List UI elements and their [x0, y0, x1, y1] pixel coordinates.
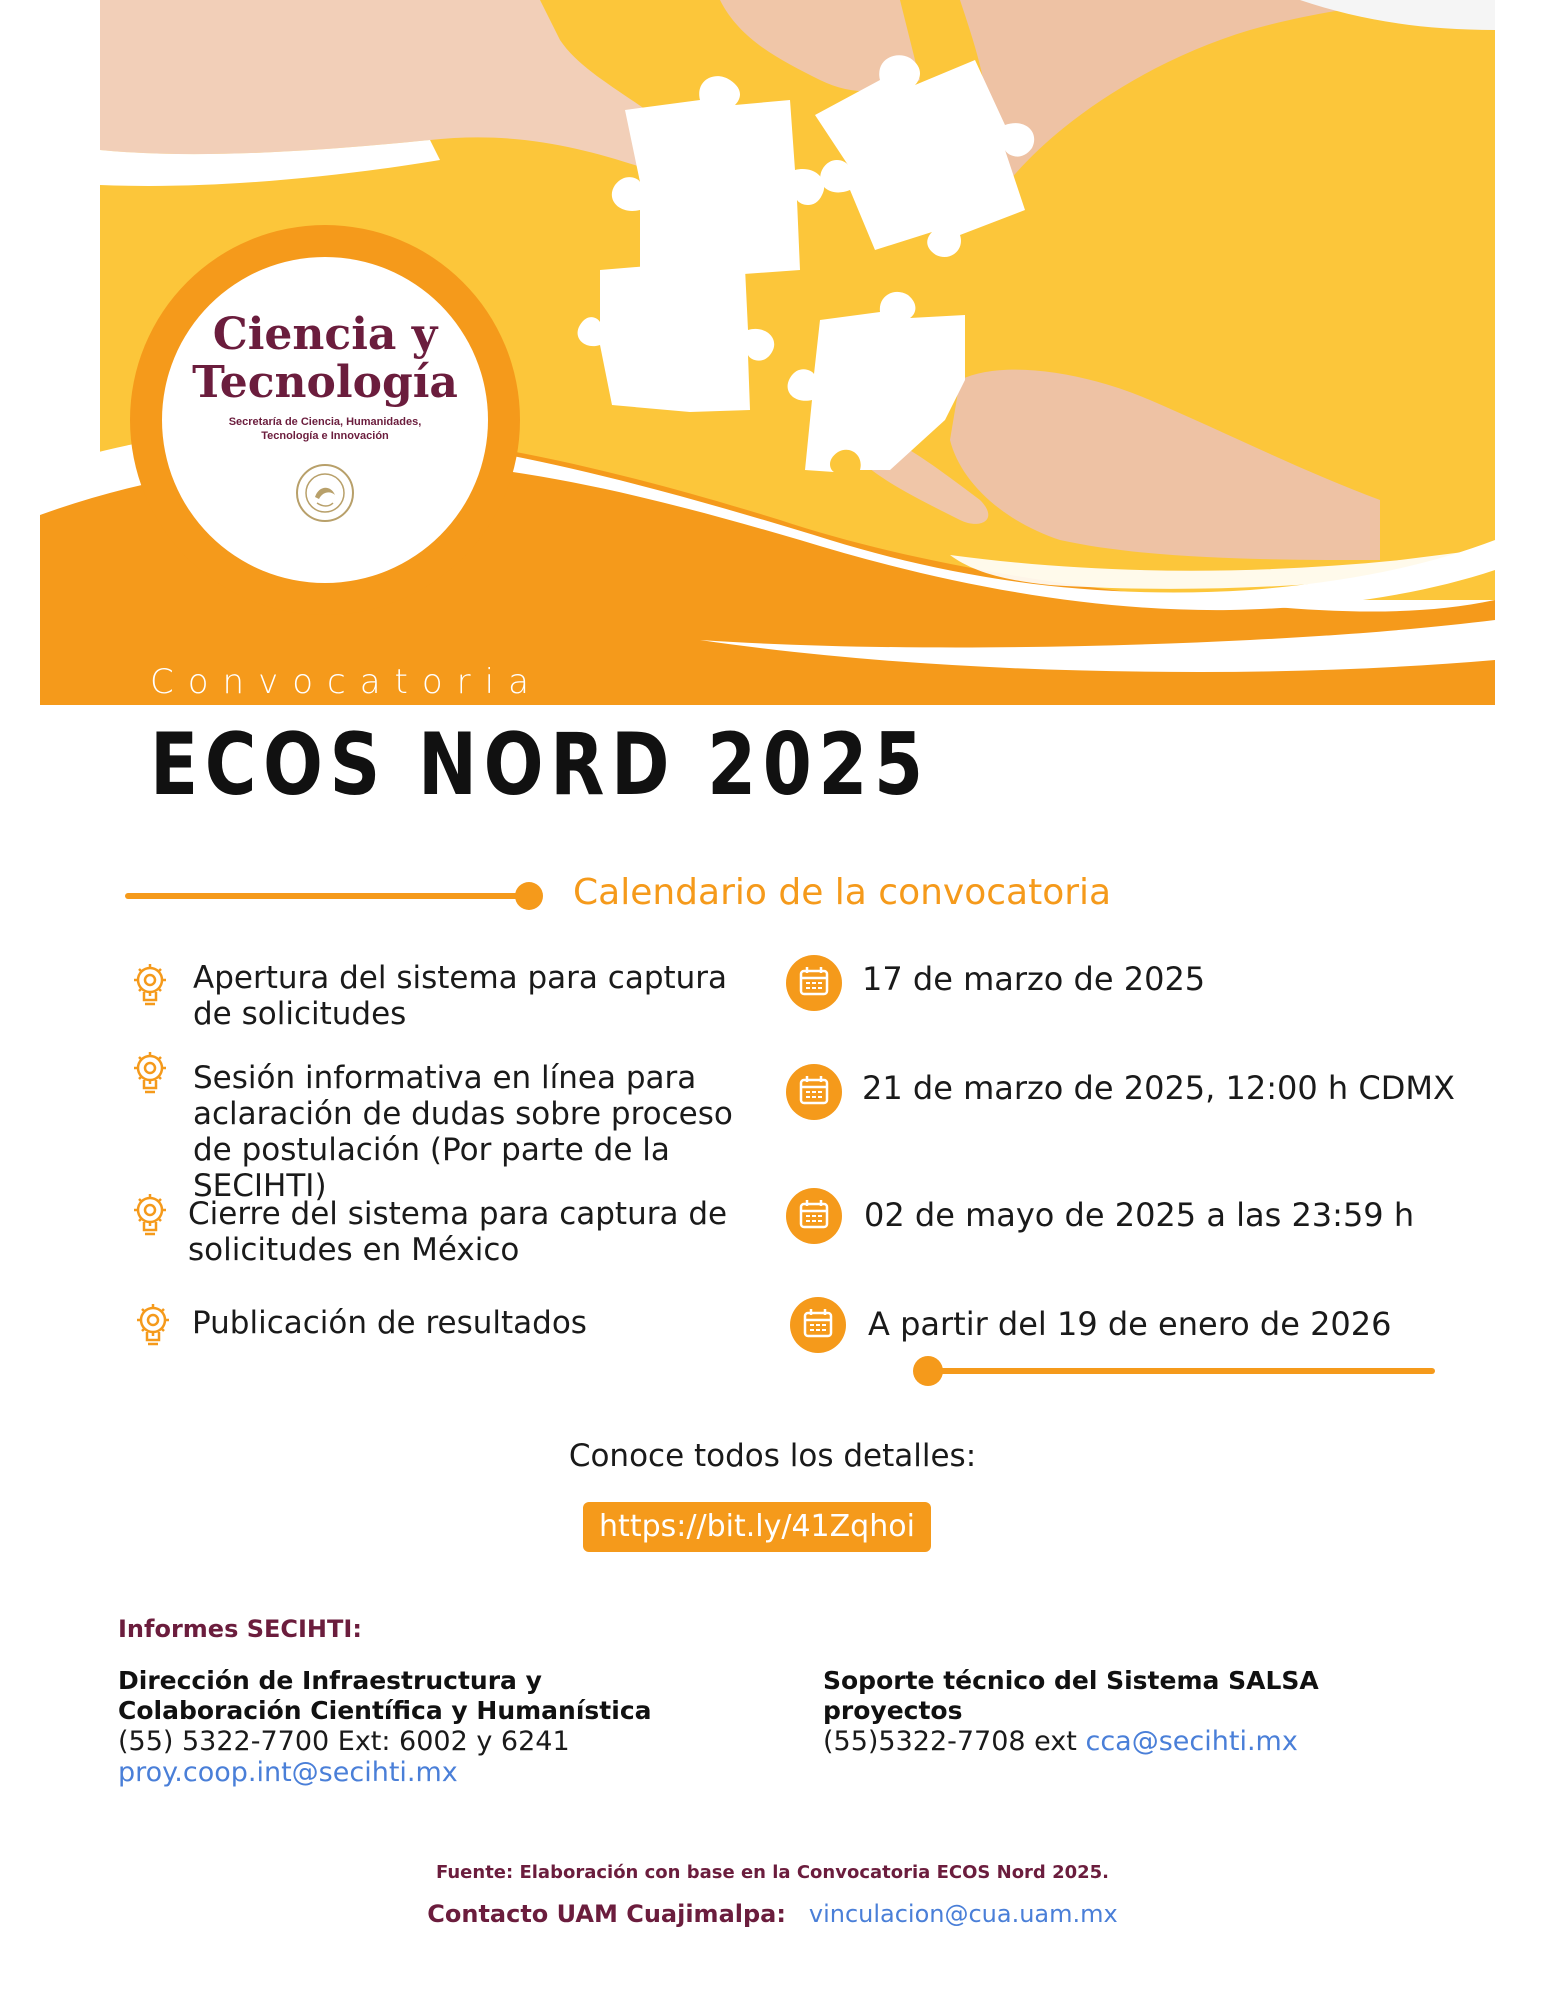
calendar-heading: Calendario de la convocatoria — [573, 872, 1112, 913]
contact-right-phone: (55)5322-7708 ext — [823, 1726, 1077, 1757]
calendar-badge-4 — [790, 1297, 846, 1353]
event-date-4: A partir del 19 de enero de 2026 — [868, 1305, 1392, 1343]
contact-left-title: Dirección de Infraestructura y Colaboración Científica y Humanística — [118, 1666, 652, 1725]
calendar-badge-1 — [786, 955, 842, 1011]
calendar-icon — [786, 1064, 842, 1120]
calendar-heading-line — [125, 893, 535, 899]
footer-contact-label: Contacto UAM Cuajimalpa: — [427, 1900, 786, 1928]
logo-title-line2: Tecnología — [192, 357, 458, 408]
lightbulb-gear-icon — [128, 1300, 174, 1346]
mexican-seal-icon — [293, 461, 357, 525]
event-label-4: Publicación de resultados — [192, 1305, 587, 1341]
calendar-icon — [790, 1297, 846, 1353]
calendar-badge-3 — [786, 1188, 842, 1244]
lightbulb-gear-icon — [125, 1048, 171, 1094]
footer-source: Fuente: Elaboración con base en la Convocatoria ECOS Nord 2025. — [435, 1862, 1110, 1883]
event-label-3: Cierre del sistema para captura de solicitudes en México — [188, 1196, 728, 1268]
contact-left-phone: (55) 5322-7700 Ext: 6002 y 6241 — [118, 1726, 570, 1757]
event-date-1: 17 de marzo de 2025 — [862, 960, 1206, 998]
lightbulb-gear-icon — [125, 960, 171, 1006]
details-label: Conoce todos los detalles: — [568, 1438, 977, 1474]
logo-badge — [162, 257, 488, 583]
calendar-end-line — [915, 1368, 1435, 1374]
calendar-icon — [786, 1188, 842, 1244]
lightbulb-gear-icon — [125, 1190, 171, 1236]
logo-subtitle-line1: Secretaría de Ciencia, Humanidades, — [228, 416, 422, 428]
contact-right — [823, 1666, 1443, 1757]
event-date-2: 21 de marzo de 2025, 12:00 h CDMX — [862, 1069, 1455, 1107]
logo-subtitle-line2: Tecnología e Innovación — [261, 430, 389, 442]
contact-left — [118, 1666, 718, 1788]
details-link[interactable]: https://bit.ly/41Zqhoi — [583, 1502, 931, 1552]
convocatoria-label: Convocatoria — [150, 662, 543, 702]
footer-contact-email[interactable]: vinculacion@cua.uam.mx — [808, 1900, 1118, 1928]
calendar-heading-dot — [515, 882, 543, 910]
calendar-badge-2 — [786, 1064, 842, 1120]
contact-right-email[interactable]: cca@secihti.mx — [1085, 1726, 1298, 1757]
calendar-icon — [786, 955, 842, 1011]
contacts-heading: Informes SECIHTI: — [118, 1615, 362, 1643]
page-title: ECOS NORD 2025 — [150, 715, 930, 815]
event-label-1: Apertura del sistema para captura de solicitudes — [193, 960, 728, 1032]
event-label-2: Sesión informativa en línea para aclaración de dudas sobre proceso de postulación (Por parte de la SECIHTI) — [193, 1060, 733, 1204]
contact-left-email[interactable]: proy.coop.int@secihti.mx — [118, 1757, 458, 1788]
event-date-3: 02 de mayo de 2025 a las 23:59 h — [864, 1196, 1415, 1234]
contact-right-title: Soporte técnico del Sistema SALSA proyectos — [823, 1666, 1319, 1725]
footer-contact — [0, 1900, 1545, 1928]
calendar-end-dot — [913, 1356, 943, 1386]
logo-title-line1: Ciencia y — [212, 309, 438, 360]
